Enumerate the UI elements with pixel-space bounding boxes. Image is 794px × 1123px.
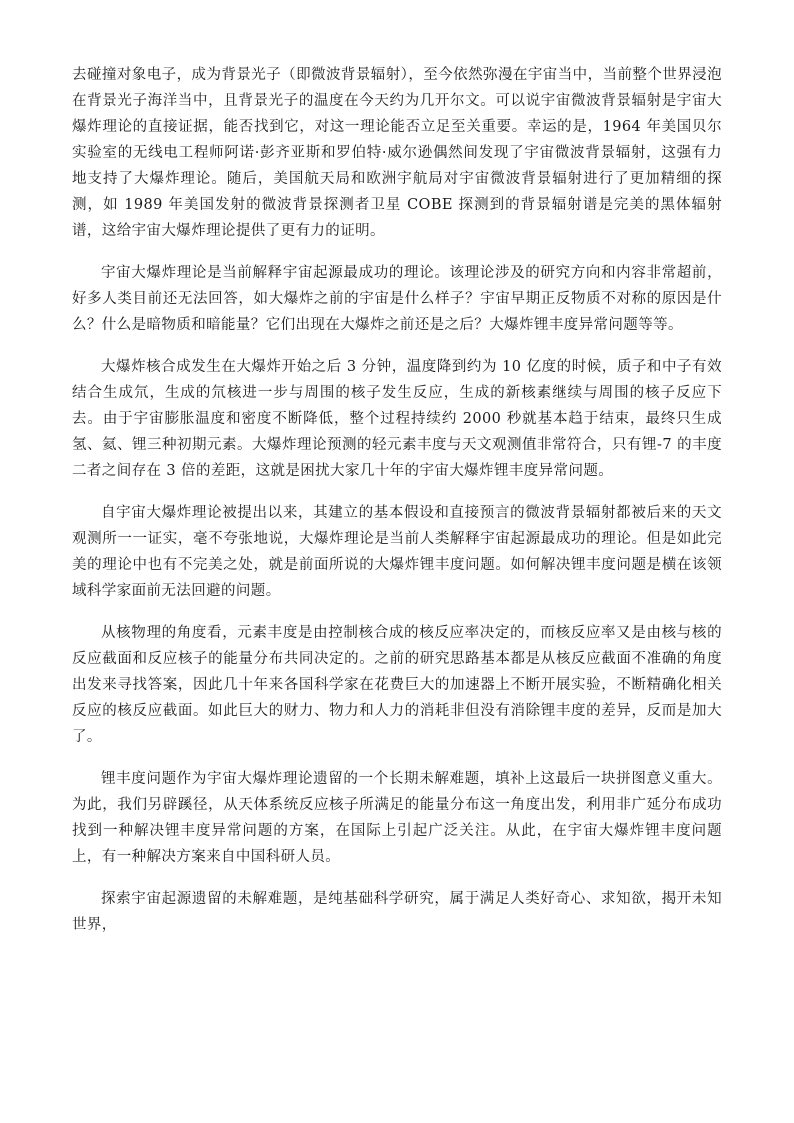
paragraph-5: 从核物理的角度看，元素丰度是由控制核合成的核反应率决定的，而核反应率又是由核与核的反应截面和反应核子的能量分布共同决定的。之前的研究思路基本都是从核反应截面不准确的角度出发来寻找答案，因此几十年来各国科学家在花费巨大的加速器上不断开展实验，不断精确化相关反应的核反应截面。如此巨大的财力、物力和人力的消耗非但没有消除锂丰度的差异，反而是加大了。 bbox=[72, 625, 722, 745]
document-body bbox=[72, 62, 722, 954]
paragraph-7: 探索宇宙起源遗留的未解难题，是纯基础科学研究，属于满足人类好奇心、求知欲，揭开未知世界， bbox=[72, 891, 722, 933]
paragraph-4: 自宇宙大爆炸理论被提出以来，其建立的基本假设和直接预言的微波背景辐射都被后来的天文观测所一一证实，毫不夸张地说，大爆炸理论是当前人类解释宇宙起源最成功的理论。但是如此完美的理论中也有不完美之处，就是前面所说的大爆炸锂丰度问题。如何解决锂丰度问题是横在该领域科学家面前无法回避的问题。 bbox=[72, 505, 722, 599]
paragraph-1: 去碰撞对象电子，成为背景光子（即微波背景辐射），至今依然弥漫在宇宙当中，当前整个世界浸泡在背景光子海洋当中，且背景光子的温度在今天约为几开尔文。可以说宇宙微波背景辐射是宇宙大爆炸理论的直接证据，能否找到它，对这一理论能否立足至关重要。幸运的是，1964 年美国贝尔实验室的无线电工程师阿诺·彭齐亚斯和罗伯特·威尔逊偶然间发现了宇宙微波背景辐射，这强有力地支持了大爆炸理论。随后，美国航天局和欧洲宇航局对宇宙微波背景辐射进行了更加精细的探测，如 1989 年美国发射的微波背景探测者卫星 COBE 探测到的背景辐射谱是完美的黑体辐射谱，这给宇宙大爆炸理论提供了更有力的证明。 bbox=[72, 67, 722, 239]
paragraph-3: 大爆炸核合成发生在大爆炸开始之后 3 分钟，温度降到约为 10 亿度的时候，质子和中子有效结合生成氘，生成的氘核进一步与周围的核子发生反应，生成的新核素继续与周围的核子反应下去。由于宇宙膨胀温度和密度不断降低，整个过程持续约 2000 秒就基本趋于结束，最终只生成氢、氦、锂三种初期元素。大爆炸理论预测的轻元素丰度与天文观测值非常符合，只有锂-7 的丰度二者之间存在 3 倍的差距，这就是困扰大家几十年的宇宙大爆炸锂丰度异常问题。 bbox=[72, 359, 722, 479]
paragraph-6: 锂丰度问题作为宇宙大爆炸理论遗留的一个长期未解难题，填补上这最后一块拼图意义重大。为此，我们另辟蹊径，从天体系统反应核子所满足的能量分布这一角度出发，利用非广延分布成功找到一种解决锂丰度异常问题的方案，在国际上引起广泛关注。从此，在宇宙大爆炸锂丰度问题上，有一种解决方案来自中国科研人员。 bbox=[72, 771, 722, 865]
paragraph-2: 宇宙大爆炸理论是当前解释宇宙起源最成功的理论。该理论涉及的研究方向和内容非常超前，好多人类目前还无法回答，如大爆炸之前的宇宙是什么样子？宇宙早期正反物质不对称的原因是什么？什么是暗物质和暗能量？它们出现在大爆炸之前还是之后？大爆炸锂丰度异常问题等等。 bbox=[72, 265, 722, 333]
